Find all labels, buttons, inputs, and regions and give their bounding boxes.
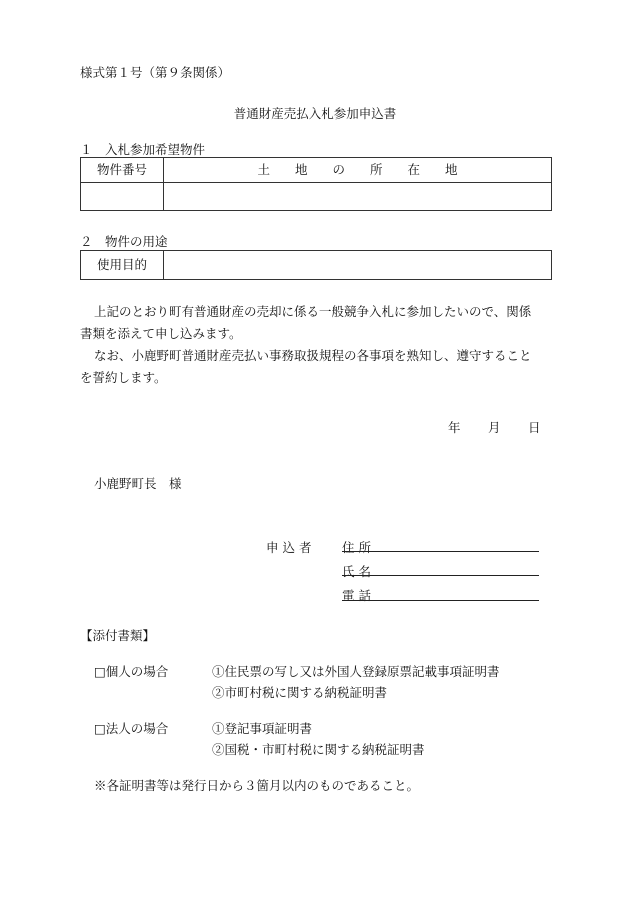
date-month: 月 — [488, 420, 501, 435]
address-label: 住 所 — [342, 540, 371, 555]
address-underline — [342, 551, 539, 552]
addressee: 小鹿野町長 様 — [94, 476, 182, 491]
body-paragraph1-line2: 書類を添えて申し込みます。 — [80, 326, 242, 341]
body-paragraph2-line1: なお、小鹿野町普通財産売払い事務取扱規程の各事項を熟知し、遵守すること — [94, 348, 532, 363]
form-number: 様式第１号（第９条関係） — [80, 65, 231, 80]
section2-heading: ２ 物件の用途 — [80, 234, 168, 249]
name-underline — [342, 575, 539, 576]
corporate-item: ①登記事項証明書 — [212, 721, 313, 736]
body-paragraph1-line1: 上記のとおり町有普通財産の売却に係る一般競争入札に参加したいので、関係 — [94, 304, 532, 319]
usage-purpose-label: 使用目的 — [80, 250, 164, 280]
corporate-item: ②国税・市町村税に関する納税証明書 — [212, 742, 425, 757]
usage-purpose-cell[interactable] — [163, 250, 552, 280]
phone-underline — [342, 600, 539, 601]
attachments-heading: 【添付書類】 — [80, 628, 156, 643]
form-title: 普通財産売払入札参加申込書 — [233, 106, 397, 121]
body-paragraph2-line2: を誓約します。 — [80, 370, 167, 385]
property-number-header: 物件番号 — [80, 157, 164, 183]
section1-heading: １ 入札参加希望物件 — [80, 142, 206, 157]
corporate-checkbox-label[interactable]: □法人の場合 — [94, 721, 169, 736]
individual-item: ①住民票の写し又は外国人登録原票記載事項証明書 — [212, 664, 500, 679]
date-day: 日 — [528, 420, 541, 435]
individual-checkbox-label[interactable]: □個人の場合 — [94, 664, 169, 679]
property-location-cell[interactable] — [163, 182, 552, 211]
property-location-header: 土 地 の 所 在 地 — [163, 157, 552, 183]
name-label: 氏 名 — [342, 564, 371, 579]
date-year: 年 — [448, 420, 461, 435]
property-number-cell[interactable] — [80, 182, 164, 211]
phone-label: 電 話 — [342, 588, 371, 603]
attachments-note: ※各証明書等は発行日から３箇月以内のものであること。 — [94, 778, 420, 793]
applicant-label: 申 込 者 — [266, 540, 312, 555]
individual-item: ②市町村税に関する納税証明書 — [212, 685, 388, 700]
